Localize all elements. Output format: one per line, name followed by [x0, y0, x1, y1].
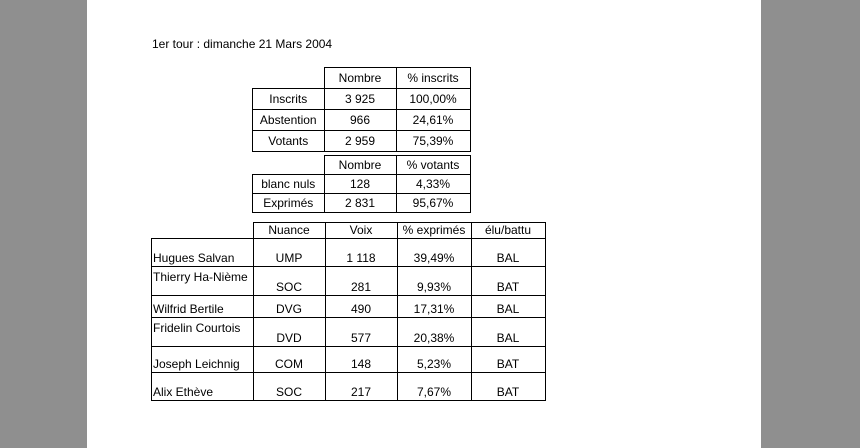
cell-pct: 9,93%: [397, 267, 471, 296]
cell-nuance: SOC: [253, 373, 325, 401]
table-row: [253, 110, 471, 131]
empty-cell: [152, 223, 254, 239]
table-header-row: [253, 68, 471, 89]
cell-voix: 577: [325, 318, 397, 347]
table-row: [253, 131, 471, 152]
column-header: Nombre: [324, 68, 396, 89]
document-page: [87, 0, 761, 448]
column-header: Nombre: [324, 156, 396, 175]
empty-cell: [253, 68, 325, 89]
cell-pct: 39,49%: [397, 239, 471, 267]
candidate-name: Fridelin Courtois: [152, 318, 254, 347]
cell-pct: 95,67%: [396, 194, 470, 213]
row-label: Votants: [253, 131, 325, 152]
cell-pct: 17,31%: [397, 296, 471, 318]
table-header-row: [152, 223, 546, 239]
table-row: [152, 239, 546, 267]
column-header: élu/battu: [471, 223, 545, 239]
votes-table: [252, 155, 471, 213]
column-header: Nuance: [253, 223, 325, 239]
empty-cell: [253, 156, 325, 175]
table-header-row: [253, 156, 471, 175]
cell-nuance: DVG: [253, 296, 325, 318]
cell-pct: 100,00%: [396, 89, 470, 110]
cell-statut: BAL: [471, 296, 545, 318]
cell-nuance: COM: [253, 347, 325, 373]
column-header: % inscrits: [396, 68, 470, 89]
cell-pct: 5,23%: [397, 347, 471, 373]
cell-pct: 7,67%: [397, 373, 471, 401]
candidate-name: Alix Ethève: [152, 373, 254, 401]
cell-nombre: 966: [324, 110, 396, 131]
cell-nombre: 2 959: [324, 131, 396, 152]
cell-nuance: DVD: [253, 318, 325, 347]
page-heading: 1er tour : dimanche 21 Mars 2004: [152, 37, 333, 51]
table-row: [152, 347, 546, 373]
candidate-name: Hugues Salvan: [152, 239, 254, 267]
table-row: [152, 318, 546, 347]
cell-voix: 1 118: [325, 239, 397, 267]
cell-pct: 24,61%: [396, 110, 470, 131]
cell-voix: 490: [325, 296, 397, 318]
table-row: [253, 194, 471, 213]
cell-statut: BAT: [471, 373, 545, 401]
candidate-name: Wilfrid Bertile: [152, 296, 254, 318]
row-label: Abstention: [253, 110, 325, 131]
column-header: Voix: [325, 223, 397, 239]
cell-nombre: 2 831: [324, 194, 396, 213]
table-row: [253, 89, 471, 110]
cell-pct: 20,38%: [397, 318, 471, 347]
table-row: [152, 267, 546, 296]
row-label: Inscrits: [253, 89, 325, 110]
candidate-name: Joseph Leichnig: [152, 347, 254, 373]
column-header: % exprimés: [397, 223, 471, 239]
participation-table: [252, 67, 471, 152]
table-row: [152, 296, 546, 318]
cell-statut: BAT: [471, 347, 545, 373]
cell-nuance: UMP: [253, 239, 325, 267]
candidate-name: Thierry Ha-Nième: [152, 267, 254, 296]
cell-pct: 4,33%: [396, 175, 470, 194]
cell-nuance: SOC: [253, 267, 325, 296]
cell-nombre: 128: [324, 175, 396, 194]
cell-statut: BAL: [471, 318, 545, 347]
table-row: [253, 175, 471, 194]
cell-voix: 217: [325, 373, 397, 401]
cell-statut: BAL: [471, 239, 545, 267]
row-label: blanc nuls: [253, 175, 325, 194]
column-header: % votants: [396, 156, 470, 175]
results-table: [151, 222, 546, 401]
cell-voix: 148: [325, 347, 397, 373]
cell-nombre: 3 925: [324, 89, 396, 110]
table-row: [152, 373, 546, 401]
cell-voix: 281: [325, 267, 397, 296]
cell-pct: 75,39%: [396, 131, 470, 152]
cell-statut: BAT: [471, 267, 545, 296]
row-label: Exprimés: [253, 194, 325, 213]
